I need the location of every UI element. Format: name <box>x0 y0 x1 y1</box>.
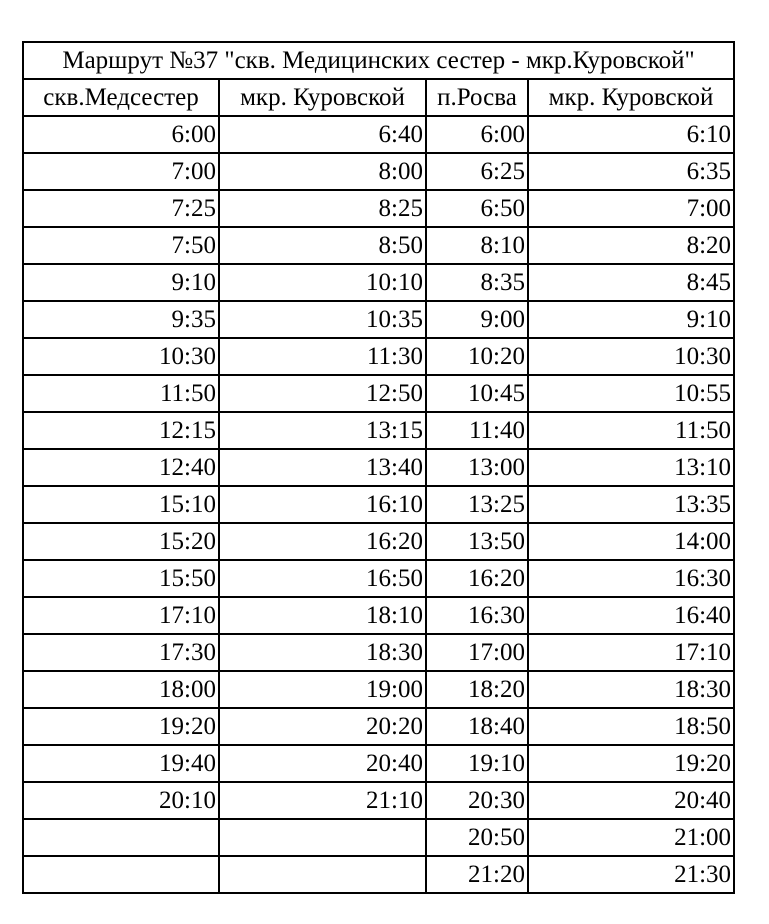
time-p-rosva-cell: 10:20 <box>426 338 528 375</box>
time-p-rosva-cell: 13:00 <box>426 449 528 486</box>
time-p-rosva-cell: 21:20 <box>426 856 528 893</box>
time-skv-medsester-cell: 6:00 <box>23 116 219 153</box>
time-p-rosva-cell: 8:35 <box>426 264 528 301</box>
time-mkr-kurovskoy-arrival-cell: 13:15 <box>219 412 426 449</box>
time-mkr-kurovskoy-return-cell: 20:40 <box>528 782 734 819</box>
time-mkr-kurovskoy-return-cell: 18:50 <box>528 708 734 745</box>
time-skv-medsester-cell: 17:30 <box>23 634 219 671</box>
time-skv-medsester-cell: 18:00 <box>23 671 219 708</box>
time-mkr-kurovskoy-return-cell: 10:30 <box>528 338 734 375</box>
table-row <box>23 634 734 671</box>
time-mkr-kurovskoy-arrival-cell: 12:50 <box>219 375 426 412</box>
time-mkr-kurovskoy-arrival-cell: 21:10 <box>219 782 426 819</box>
time-p-rosva-cell: 20:30 <box>426 782 528 819</box>
time-mkr-kurovskoy-arrival-cell: 20:20 <box>219 708 426 745</box>
column-header-skv-medsester: скв.Медсестер <box>23 79 219 116</box>
time-mkr-kurovskoy-return-cell: 8:20 <box>528 227 734 264</box>
time-p-rosva-cell: 6:50 <box>426 190 528 227</box>
time-mkr-kurovskoy-arrival-cell: 8:50 <box>219 227 426 264</box>
time-mkr-kurovskoy-return-cell: 10:55 <box>528 375 734 412</box>
time-mkr-kurovskoy-arrival-cell: 10:10 <box>219 264 426 301</box>
table-row <box>23 671 734 708</box>
time-mkr-kurovskoy-arrival-cell: 8:00 <box>219 153 426 190</box>
time-mkr-kurovskoy-return-cell: 7:00 <box>528 190 734 227</box>
table-row <box>23 264 734 301</box>
table-row <box>23 449 734 486</box>
time-mkr-kurovskoy-arrival-cell: 10:35 <box>219 301 426 338</box>
table-row <box>23 338 734 375</box>
time-skv-medsester-cell: 9:35 <box>23 301 219 338</box>
table-row <box>23 523 734 560</box>
time-skv-medsester-cell: 11:50 <box>23 375 219 412</box>
table-row <box>23 153 734 190</box>
title-row <box>23 42 734 79</box>
time-p-rosva-cell: 18:20 <box>426 671 528 708</box>
table-row <box>23 190 734 227</box>
time-mkr-kurovskoy-return-cell: 6:35 <box>528 153 734 190</box>
time-skv-medsester-cell: 17:10 <box>23 597 219 634</box>
time-mkr-kurovskoy-arrival-cell: 13:40 <box>219 449 426 486</box>
time-mkr-kurovskoy-return-cell: 18:30 <box>528 671 734 708</box>
time-skv-medsester-cell: 12:15 <box>23 412 219 449</box>
table-row <box>23 116 734 153</box>
time-p-rosva-cell: 16:30 <box>426 597 528 634</box>
time-mkr-kurovskoy-arrival-cell: 11:30 <box>219 338 426 375</box>
time-mkr-kurovskoy-return-cell: 14:00 <box>528 523 734 560</box>
time-skv-medsester-cell: 20:10 <box>23 782 219 819</box>
time-mkr-kurovskoy-return-cell: 16:40 <box>528 597 734 634</box>
time-mkr-kurovskoy-arrival-cell: 19:00 <box>219 671 426 708</box>
header-row <box>23 79 734 116</box>
time-p-rosva-cell: 20:50 <box>426 819 528 856</box>
table-row <box>23 708 734 745</box>
time-skv-medsester-cell: 19:20 <box>23 708 219 745</box>
table-row <box>23 412 734 449</box>
time-skv-medsester-cell: 15:10 <box>23 486 219 523</box>
route-title: Маршрут №37 "скв. Медицинских сестер - мкр.Куровской" <box>23 42 734 79</box>
time-p-rosva-cell: 18:40 <box>426 708 528 745</box>
time-mkr-kurovskoy-return-cell: 21:30 <box>528 856 734 893</box>
time-p-rosva-cell: 9:00 <box>426 301 528 338</box>
column-header-mkr-kurovskoy-arrival: мкр. Куровской <box>219 79 426 116</box>
table-row <box>23 745 734 782</box>
time-skv-medsester-cell: 15:50 <box>23 560 219 597</box>
time-p-rosva-cell: 17:00 <box>426 634 528 671</box>
time-mkr-kurovskoy-arrival-cell: 16:20 <box>219 523 426 560</box>
time-mkr-kurovskoy-arrival-cell: 16:50 <box>219 560 426 597</box>
time-p-rosva-cell: 16:20 <box>426 560 528 597</box>
table-row <box>23 856 734 893</box>
table-row <box>23 486 734 523</box>
table-row <box>23 227 734 264</box>
schedule-body <box>23 42 734 893</box>
table-row <box>23 782 734 819</box>
time-p-rosva-cell: 19:10 <box>426 745 528 782</box>
time-mkr-kurovskoy-arrival-cell <box>219 856 426 893</box>
time-skv-medsester-cell: 10:30 <box>23 338 219 375</box>
time-skv-medsester-cell <box>23 819 219 856</box>
column-header-p-rosva: п.Росва <box>426 79 528 116</box>
table-row <box>23 819 734 856</box>
time-mkr-kurovskoy-arrival-cell: 20:40 <box>219 745 426 782</box>
time-mkr-kurovskoy-return-cell: 21:00 <box>528 819 734 856</box>
time-mkr-kurovskoy-return-cell: 9:10 <box>528 301 734 338</box>
table-row <box>23 301 734 338</box>
time-mkr-kurovskoy-return-cell: 17:10 <box>528 634 734 671</box>
time-p-rosva-cell: 13:25 <box>426 486 528 523</box>
time-mkr-kurovskoy-arrival-cell: 16:10 <box>219 486 426 523</box>
table-row <box>23 560 734 597</box>
time-skv-medsester-cell <box>23 856 219 893</box>
table-row <box>23 375 734 412</box>
time-mkr-kurovskoy-return-cell: 19:20 <box>528 745 734 782</box>
time-skv-medsester-cell: 19:40 <box>23 745 219 782</box>
time-skv-medsester-cell: 7:25 <box>23 190 219 227</box>
time-p-rosva-cell: 13:50 <box>426 523 528 560</box>
time-skv-medsester-cell: 15:20 <box>23 523 219 560</box>
column-header-mkr-kurovskoy-return: мкр. Куровской <box>528 79 734 116</box>
time-mkr-kurovskoy-arrival-cell <box>219 819 426 856</box>
table-row <box>23 597 734 634</box>
schedule-table <box>22 41 735 894</box>
time-skv-medsester-cell: 9:10 <box>23 264 219 301</box>
time-mkr-kurovskoy-return-cell: 6:10 <box>528 116 734 153</box>
time-mkr-kurovskoy-arrival-cell: 8:25 <box>219 190 426 227</box>
time-mkr-kurovskoy-return-cell: 16:30 <box>528 560 734 597</box>
time-mkr-kurovskoy-return-cell: 13:10 <box>528 449 734 486</box>
time-p-rosva-cell: 6:25 <box>426 153 528 190</box>
time-mkr-kurovskoy-arrival-cell: 18:10 <box>219 597 426 634</box>
time-skv-medsester-cell: 7:00 <box>23 153 219 190</box>
time-p-rosva-cell: 8:10 <box>426 227 528 264</box>
time-p-rosva-cell: 10:45 <box>426 375 528 412</box>
time-mkr-kurovskoy-return-cell: 8:45 <box>528 264 734 301</box>
time-mkr-kurovskoy-arrival-cell: 6:40 <box>219 116 426 153</box>
time-p-rosva-cell: 11:40 <box>426 412 528 449</box>
time-skv-medsester-cell: 7:50 <box>23 227 219 264</box>
time-skv-medsester-cell: 12:40 <box>23 449 219 486</box>
time-mkr-kurovskoy-arrival-cell: 18:30 <box>219 634 426 671</box>
time-p-rosva-cell: 6:00 <box>426 116 528 153</box>
time-mkr-kurovskoy-return-cell: 13:35 <box>528 486 734 523</box>
time-mkr-kurovskoy-return-cell: 11:50 <box>528 412 734 449</box>
